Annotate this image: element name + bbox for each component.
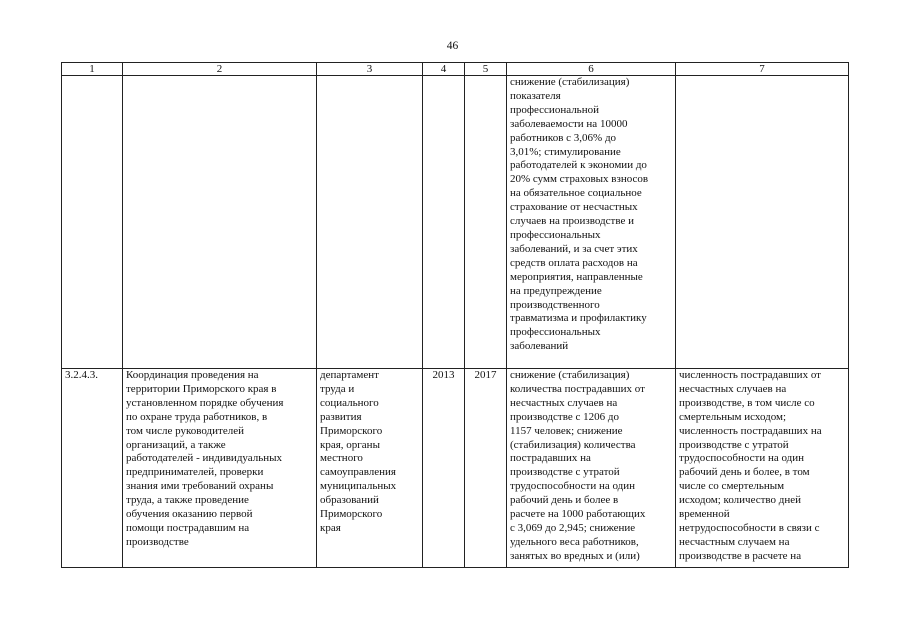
table-row	[62, 76, 849, 369]
cell-expected-result: снижение (стабилизация) количества пострадавших от несчастных случаев на производстве с 1206 до 1157 человек; снижение (стабилизация) количества пострадавших на производстве с утратой трудоспособности на один рабочий день и более в расчете на 1000 работающих с 3,069 до 2,945; снижение удельного веса работников, занятых во вредных и (или)	[507, 369, 676, 568]
cell-expected-result: снижение (стабилизация) показателя профессиональной заболеваемости на 10000 работников с 3,06% до 3,01%; стимулирование работодателей к экономии до 20% сумм страховых взносов на обязательное социальное страхование от несчастных случаев на производстве и профессиональных заболеваний, и за счет этих средств оплата расходов на мероприятия, направленные на предупреждение производственного травматизма и профилактику профессиональных заболеваний	[507, 76, 676, 369]
page-number: 46	[446, 40, 459, 52]
cell-start-year: 2013	[423, 369, 465, 568]
cell-start-year	[423, 76, 465, 369]
cell-activity: Координация проведения на территории Приморского края в установленном порядке обучения по охране труда работников, в том числе руководителей организаций, а также работодателей - индивидуальных предпринимателей, проверки знания ими требований охраны труда, а также проведение обучения оказанию первой помощи пострадавшим на производстве	[123, 369, 317, 568]
column-header: 7	[676, 63, 849, 76]
column-header: 6	[507, 63, 676, 76]
cell-item-number	[62, 76, 123, 369]
column-header: 1	[62, 63, 123, 76]
cell-activity	[123, 76, 317, 369]
cell-item-number: 3.2.4.3.	[62, 369, 123, 568]
cell-indicators	[676, 76, 849, 369]
column-header: 4	[423, 63, 465, 76]
cell-end-year	[465, 76, 507, 369]
column-header: 2	[123, 63, 317, 76]
column-header: 3	[317, 63, 423, 76]
column-header: 5	[465, 63, 507, 76]
cell-responsible: департамент труда и социального развития Приморского края, органы местного самоуправления муниципальных образований Приморского края	[317, 369, 423, 568]
cell-indicators: численность пострадавших от несчастных случаев на производстве, в том числе со смертельным исходом; численность пострадавших на производстве с утратой трудоспособности на один рабочий день и более, в том числе со смертельным исходом; количество дней временной нетрудоспособности в связи с несчастным случаем на производстве в расчете на	[676, 369, 849, 568]
cell-responsible	[317, 76, 423, 369]
column-header-row	[62, 63, 849, 76]
table-row	[62, 369, 849, 568]
cell-end-year: 2017	[465, 369, 507, 568]
program-table	[61, 62, 849, 568]
